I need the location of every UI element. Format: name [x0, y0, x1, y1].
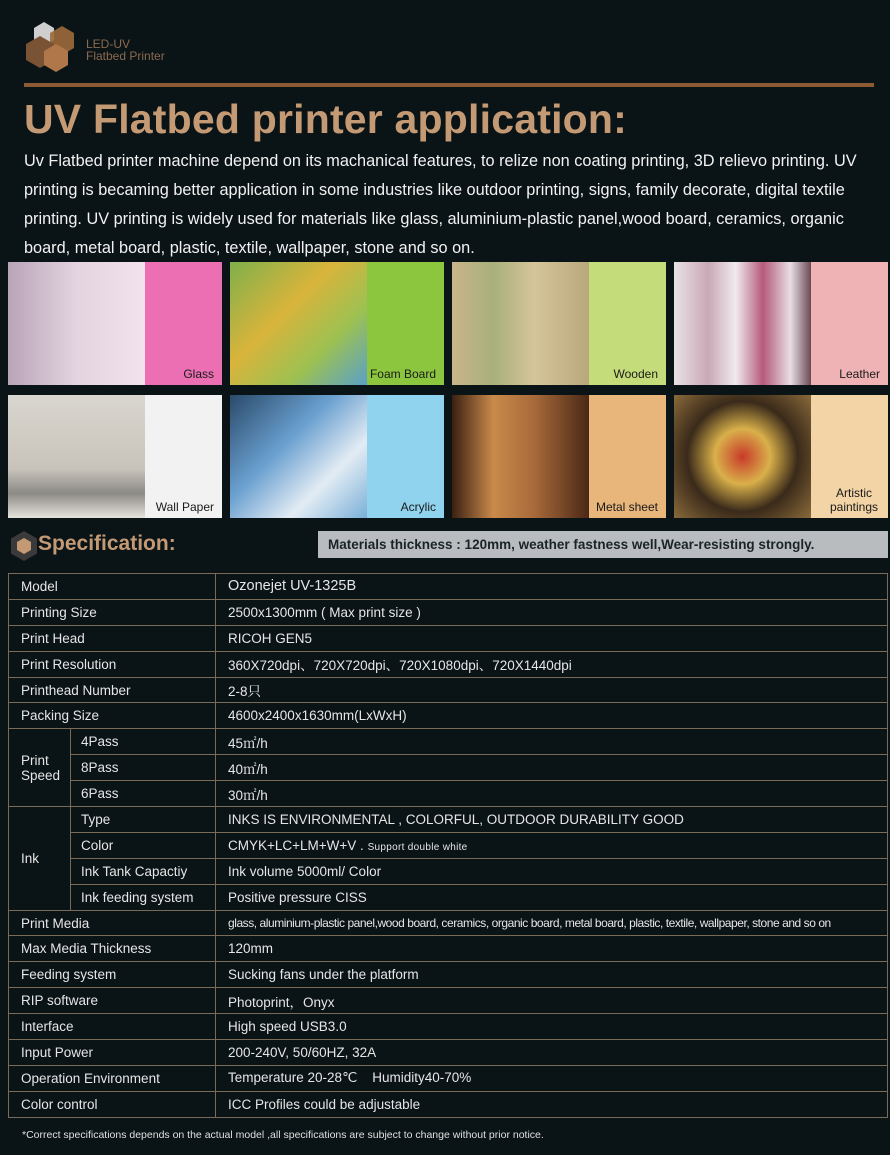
- spec-key: Operation Environment: [9, 1065, 216, 1091]
- table-row: [9, 1065, 888, 1091]
- table-row: [9, 574, 888, 600]
- spec-value: 45㎡/h: [216, 729, 888, 755]
- material-tile-acrylic: [230, 395, 444, 518]
- glass-photo: [8, 262, 145, 385]
- foam-board-photo: [230, 262, 367, 385]
- material-label: Wooden: [613, 367, 658, 381]
- table-row: [9, 781, 888, 807]
- table-row: [9, 755, 888, 781]
- spec-value: 120mm: [216, 936, 888, 962]
- spec-group-ink: Ink: [9, 807, 71, 911]
- spec-value: ICC Profiles could be adjustable: [216, 1091, 888, 1117]
- table-row: [9, 807, 888, 833]
- spec-key: Printhead Number: [9, 677, 216, 703]
- material-label: Foam Board: [369, 367, 436, 381]
- table-row: [9, 1091, 888, 1117]
- header-rule: [24, 83, 874, 87]
- wall-paper-photo: [8, 395, 145, 518]
- material-tile-glass: [8, 262, 222, 385]
- table-row: [9, 832, 888, 858]
- spec-key: Print Head: [9, 625, 216, 651]
- spec-note-bar: Materials thickness : 120mm, weather fastness well,Wear-resisting strongly.: [318, 531, 888, 558]
- spec-value: Sucking fans under the platform: [216, 962, 888, 988]
- table-row: [9, 910, 888, 936]
- spec-value: High speed USB3.0: [216, 1014, 888, 1040]
- spec-value: RICOH GEN5: [216, 625, 888, 651]
- spec-group-print-speed: Print Speed: [9, 729, 71, 807]
- material-label: Wall Paper: [155, 500, 214, 514]
- spec-key: Input Power: [9, 1040, 216, 1066]
- material-label: Artistic paintings: [829, 486, 879, 514]
- metal-sheet-photo: [452, 395, 589, 518]
- spec-value: 2-8只: [216, 677, 888, 703]
- spec-key: Color control: [9, 1091, 216, 1117]
- spec-value: glass, aluminium-plastic panel,wood board, ceramics, organic board, metal board, plastic, textile, wallpaper, stone and so on: [216, 910, 888, 936]
- spec-value: Photoprint，Onyx: [216, 988, 888, 1014]
- spec-subkey: Color: [71, 832, 216, 858]
- table-row: [9, 651, 888, 677]
- spec-key: Print Media: [9, 910, 216, 936]
- spec-value: Ozonejet UV-1325B: [216, 574, 888, 600]
- spec-table: [8, 573, 888, 1118]
- material-tile-foam-board: [230, 262, 444, 385]
- spec-key: Print Resolution: [9, 651, 216, 677]
- spec-value: Positive pressure CISS: [216, 884, 888, 910]
- spec-key: RIP software: [9, 988, 216, 1014]
- brand-line1: LED-UV: [86, 37, 131, 51]
- brand-line2: Flatbed Printer: [86, 49, 165, 63]
- table-row: [9, 677, 888, 703]
- material-tile-leather: [674, 262, 888, 385]
- spec-subkey: Type: [71, 807, 216, 833]
- table-row: [9, 1014, 888, 1040]
- hexagon-icon: [10, 530, 38, 562]
- spec-value: 2500x1300mm ( Max print size ): [216, 599, 888, 625]
- spec-subkey: 6Pass: [71, 781, 216, 807]
- spec-value: 40㎡/h: [216, 755, 888, 781]
- materials-grid: [8, 262, 890, 518]
- table-row: [9, 599, 888, 625]
- table-row: [9, 729, 888, 755]
- page-title: UV Flatbed printer application:: [24, 96, 628, 142]
- material-tile-metal-sheet: [452, 395, 666, 518]
- table-row: [9, 936, 888, 962]
- table-row: [9, 703, 888, 729]
- spec-key: Printing Size: [9, 599, 216, 625]
- spec-value: Ink volume 5000ml/ Color: [216, 858, 888, 884]
- material-label: Acrylic: [400, 500, 436, 514]
- spec-subkey: Ink feeding system: [71, 884, 216, 910]
- spec-key: Packing Size: [9, 703, 216, 729]
- spec-key: Interface: [9, 1014, 216, 1040]
- ink-color-note: Support double white: [367, 841, 468, 853]
- brand-text: [86, 38, 165, 62]
- spec-value: 30㎡/h: [216, 781, 888, 807]
- table-row: [9, 1040, 888, 1066]
- footnote: *Correct specifications depends on the actual model ,all specifications are subject to change without prior notice.: [22, 1129, 544, 1141]
- spec-key: Max Media Thickness: [9, 936, 216, 962]
- spec-subkey: 4Pass: [71, 729, 216, 755]
- wooden-photo: [452, 262, 589, 385]
- spec-subkey: Ink Tank Capactiy: [71, 858, 216, 884]
- table-row: [9, 858, 888, 884]
- material-tile-wall-paper: [8, 395, 222, 518]
- table-row: [9, 625, 888, 651]
- acrylic-photo: [230, 395, 367, 518]
- spec-value: [216, 832, 888, 858]
- material-tile-wooden: [452, 262, 666, 385]
- spec-value: 360X720dpi、720X720dpi、720X1080dpi、720X1440dpi: [216, 651, 888, 677]
- spec-key: Feeding system: [9, 962, 216, 988]
- intro-paragraph: Uv Flatbed printer machine depend on its machanical features, to relize non coating printing, 3D relievo printing. UV printing is becaming better application in some industries like outdoor printing, signs, family decorate, digital textile printing. UV printing is widely used for materials like glass, aluminium-plastic panel,wood board, ceramics, organic board, metal board, plastic, textile, wallpaper, stone and so on.: [24, 152, 857, 257]
- leather-photo: [674, 262, 811, 385]
- material-tile-artistic-paintings: [674, 395, 888, 518]
- material-label: Metal sheet: [595, 500, 658, 514]
- table-row: [9, 884, 888, 910]
- material-label: Leather: [839, 367, 880, 381]
- spec-value: 4600x2400x1630mm(LxWxH): [216, 703, 888, 729]
- spec-subkey: 8Pass: [71, 755, 216, 781]
- spec-value: 200-240V, 50/60HZ, 32A: [216, 1040, 888, 1066]
- ink-color-value: CMYK+LC+LM+W+V .: [228, 837, 364, 853]
- table-row: [9, 988, 888, 1014]
- table-row: [9, 962, 888, 988]
- spec-value: Temperature 20-28℃ Humidity40-70%: [216, 1065, 888, 1091]
- material-label: Glass: [183, 367, 214, 381]
- spec-value: INKS IS ENVIRONMENTAL , COLORFUL, OUTDOOR DURABILITY GOOD: [216, 807, 888, 833]
- spec-title: Specification:: [38, 532, 176, 555]
- spec-key: Model: [9, 574, 216, 600]
- artistic-paintings-photo: [674, 395, 811, 518]
